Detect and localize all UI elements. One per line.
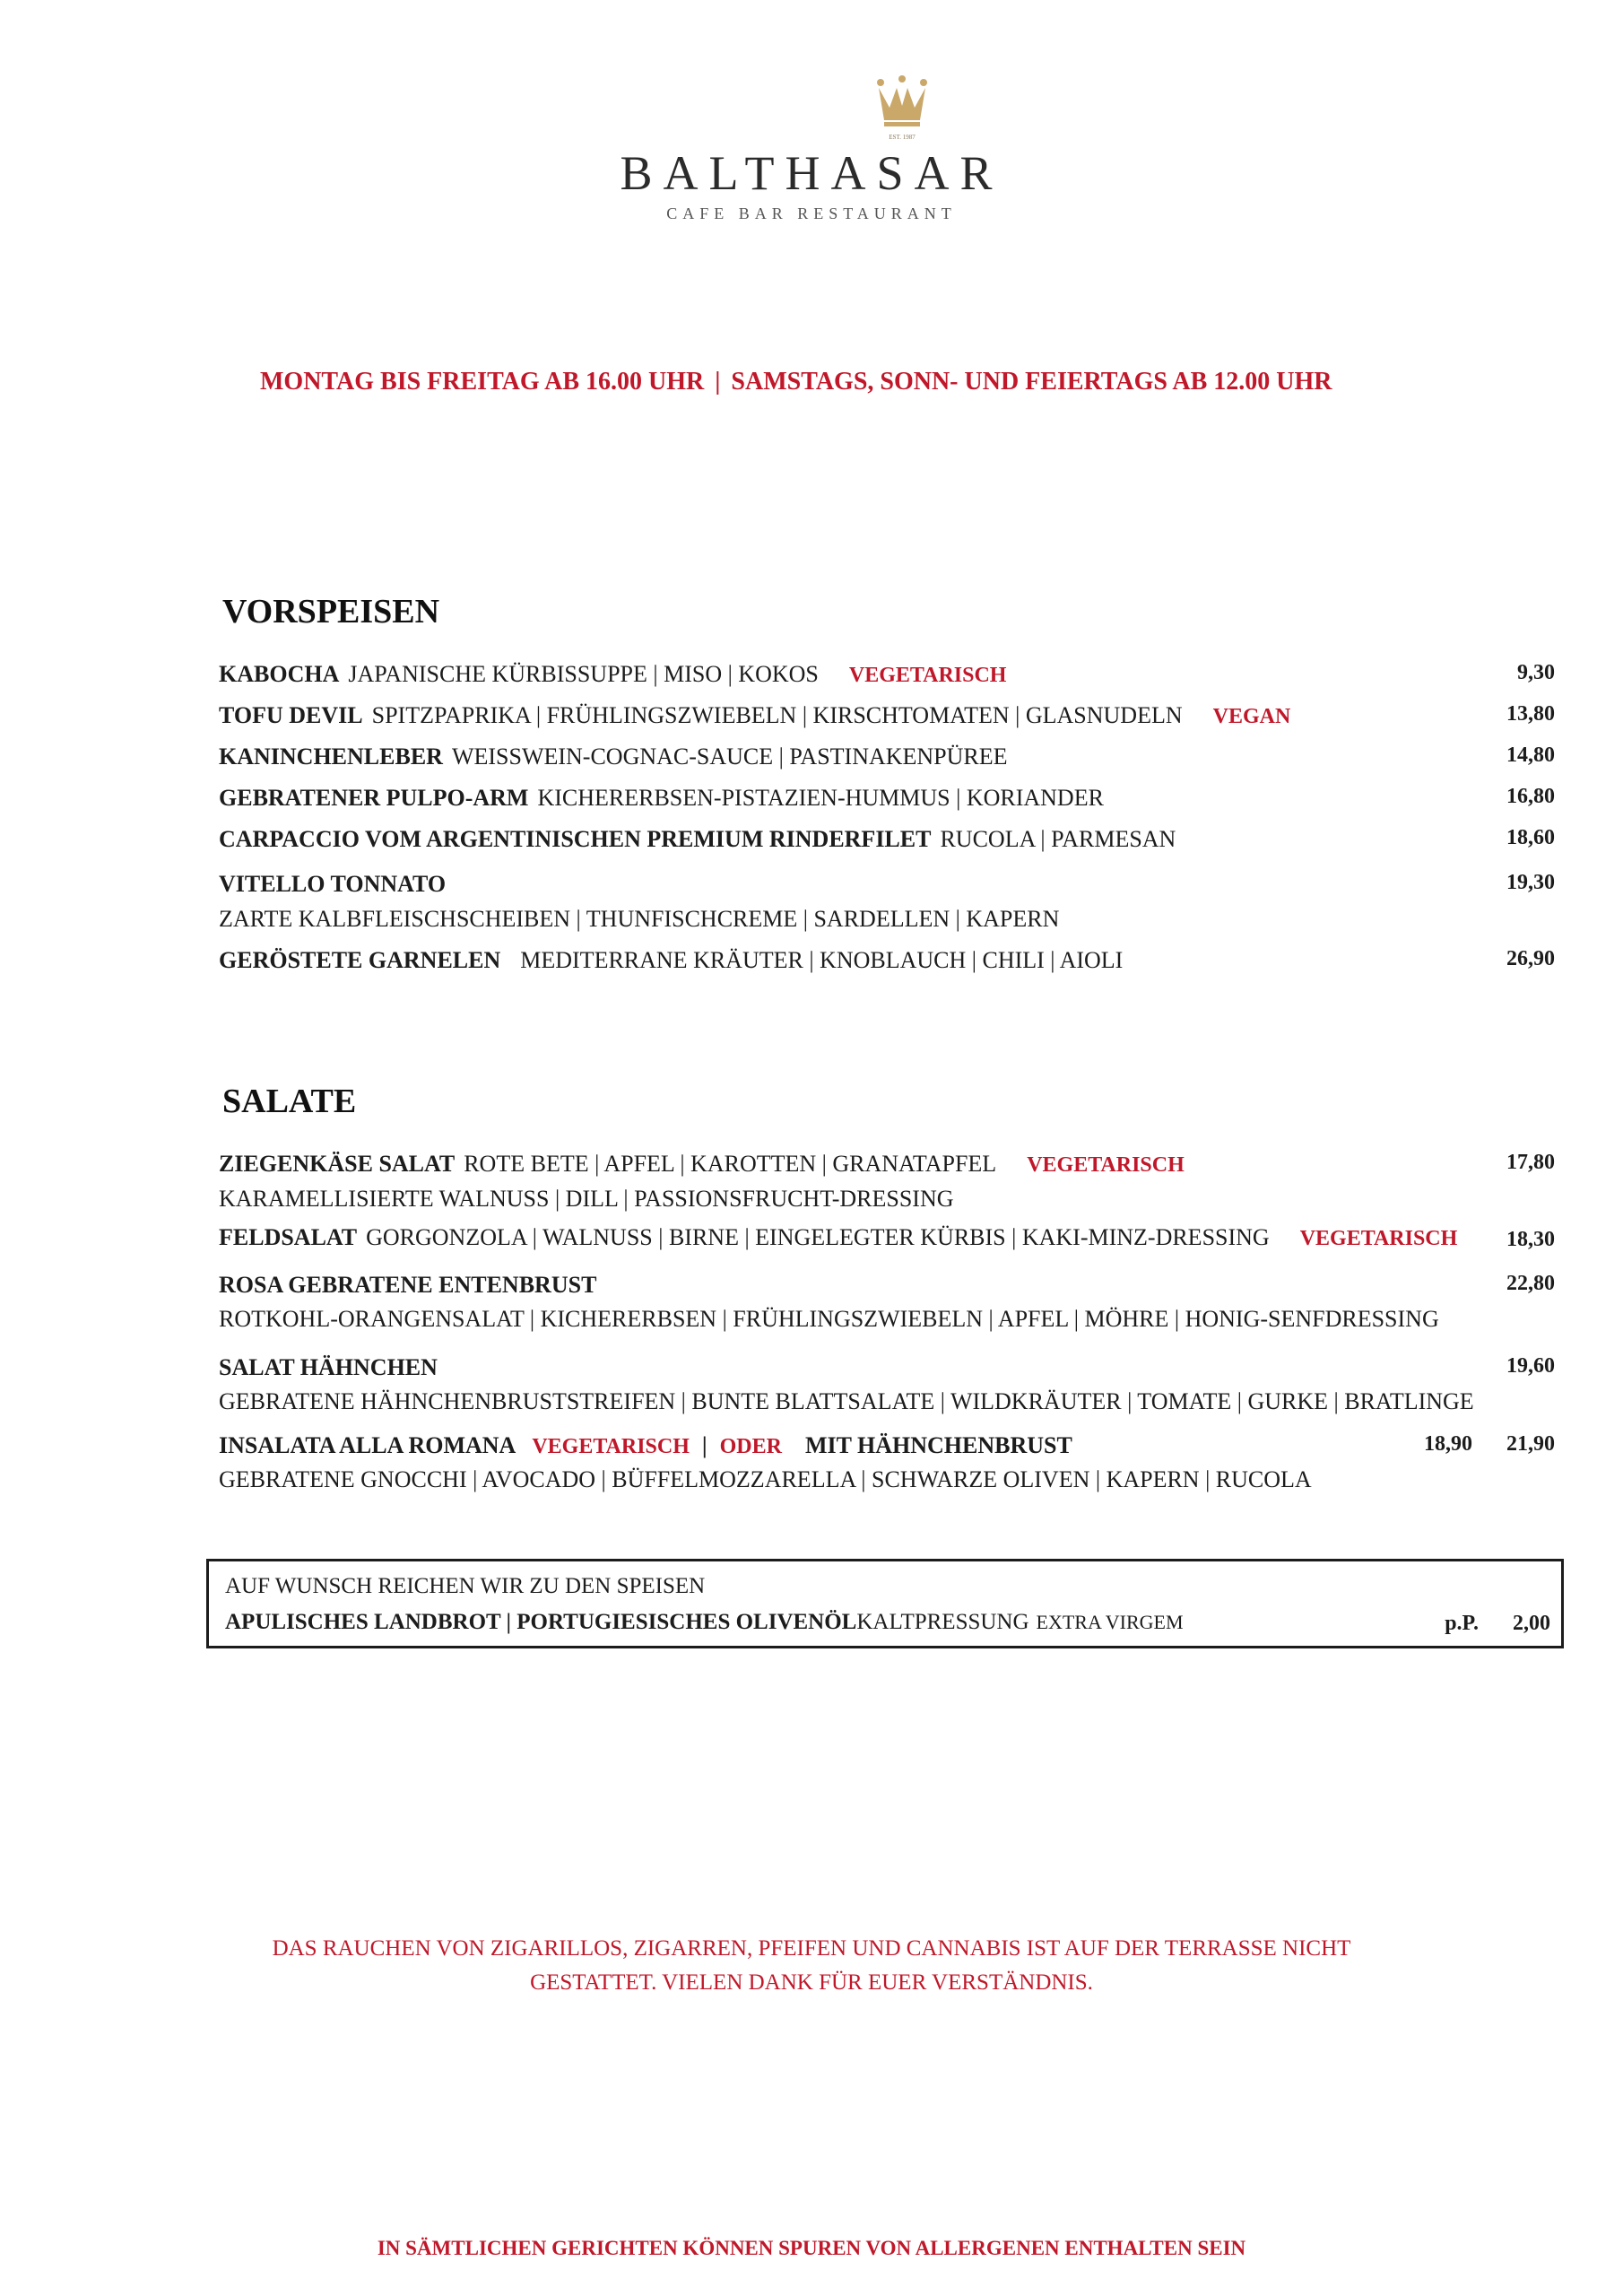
item-price: 9,30 — [1517, 661, 1555, 684]
brand-tagline: CAFE BAR RESTAURANT — [666, 204, 957, 222]
item-name: KANINCHENLEBER — [219, 744, 443, 770]
item-tag: VEGETARISCH — [848, 664, 1007, 687]
bread-price: 2,00 — [1513, 1612, 1550, 1635]
item-desc-line: KARAMELLISIERTE WALNUSS | DILL | PASSIONSFRUCHT-DRESSING — [219, 1186, 954, 1212]
item-price: 17,80 — [1506, 1151, 1555, 1174]
item-name: SALAT HÄHNCHEN — [219, 1354, 438, 1380]
item-price: 18,30 — [1506, 1228, 1555, 1251]
allergen-footer: IN SÄMTLICHEN GERICHTEN KÖNNEN SPUREN VON ALLERGENEN ENTHALTEN SEIN — [377, 2237, 1246, 2259]
bread-line — [225, 1610, 1184, 1635]
section-title-salate: SALATE — [222, 1083, 357, 1120]
item-tag: VEGETARISCH — [1027, 1153, 1185, 1177]
smoking-notice-line2: GESTATTET. VIELEN DANK FÜR EUER VERSTÄNDNIS. — [530, 1970, 1093, 1995]
bread-name: APULISCHES LANDBROT | PORTUGIESISCHES OLIVENÖL — [225, 1610, 857, 1634]
item-name: INSALATA ALLA ROMANA — [219, 1432, 516, 1458]
bread-intro: AUF WUNSCH REICHEN WIR ZU DEN SPEISEN — [225, 1574, 706, 1598]
item-desc: GORGONZOLA | WALNUSS | BIRNE | EINGELEGTER KÜRBIS | KAKI-MINZ-DRESSING — [366, 1224, 1270, 1250]
item-desc: JAPANISCHE KÜRBISSUPPE | MISO | KOKOS — [348, 661, 819, 687]
crown-text: EST. 1987 — [889, 134, 916, 141]
item-tag-oder: ODER — [719, 1435, 782, 1458]
smoking-notice-line1: DAS RAUCHEN VON ZIGARILLOS, ZIGARREN, PFEIFEN UND CANNABIS IST AUF DER TERRASSE NICHT — [272, 1936, 1351, 1961]
item-name: GEBRATENER PULPO-ARM — [219, 785, 529, 811]
item-name: FELDSALAT — [219, 1224, 358, 1250]
item-name: TOFU DEVIL — [219, 702, 363, 728]
item-desc: RUCOLA | PARMESAN — [940, 826, 1176, 852]
item-price: 14,80 — [1506, 744, 1555, 767]
brand-name: BALTHASAR — [620, 146, 1003, 200]
bread-pressing: KALTPRESSUNG — [856, 1610, 1029, 1634]
menu-item — [219, 1432, 1555, 1468]
item-name-variant: MIT HÄHNCHENBRUST — [804, 1432, 1072, 1458]
section-title-vorspeisen: VORSPEISEN — [222, 593, 440, 631]
item-price: 22,80 — [1506, 1272, 1555, 1295]
menu-item — [219, 785, 1555, 821]
item-desc: WEISSWEIN-COGNAC-SAUCE | PASTINAKENPÜREE — [451, 744, 1008, 770]
item-price: 19,60 — [1506, 1354, 1555, 1378]
menu-item — [219, 1272, 1555, 1308]
menu-item — [219, 702, 1555, 738]
item-tag: VEGETARISCH — [532, 1435, 690, 1458]
bread-info-box — [206, 1559, 1564, 1648]
item-desc: ROTE BETE | APFEL | KAROTTEN | GRANATAPFEL — [464, 1151, 997, 1177]
item-tag: VEGAN — [1212, 705, 1291, 728]
hours-weekday: MONTAG BIS FREITAG AB 16.00 UHR — [260, 368, 705, 396]
item-name: ZIEGENKÄSE SALAT — [219, 1151, 456, 1177]
item-desc-line: GEBRATENE HÄHNCHENBRUSTSTREIFEN | BUNTE BLATTSALATE | WILDKRÄUTER | TOMATE | GURKE | BRATLINGE — [219, 1388, 1474, 1414]
item-price: 18,60 — [1506, 826, 1555, 849]
menu-item — [219, 947, 1555, 983]
hours-separator: | — [715, 368, 721, 396]
item-name: VITELLO TONNATO — [219, 871, 447, 897]
menu-item — [219, 744, 1555, 779]
item-price: 13,80 — [1506, 702, 1555, 726]
bread-unit: p.P. — [1445, 1612, 1479, 1635]
item-separator: | — [701, 1432, 707, 1458]
item-price-vegetarian: 18,90 — [1424, 1432, 1472, 1456]
item-desc: MEDITERRANE KRÄUTER | KNOBLAUCH | CHILI | AIOLI — [520, 947, 1124, 973]
menu-item — [219, 871, 1555, 907]
crown-logo-icon — [875, 75, 929, 144]
item-desc: SPITZPAPRIKA | FRÜHLINGSZWIEBELN | KIRSCHTOMATEN | GLASNUDELN — [371, 702, 1183, 728]
menu-item — [219, 1224, 1555, 1260]
item-price: 16,80 — [1506, 785, 1555, 808]
item-price-chicken: 21,90 — [1506, 1432, 1555, 1456]
menu-item — [219, 1151, 1555, 1187]
bread-grade: EXTRA VIRGEM — [1036, 1611, 1184, 1633]
menu-item — [219, 826, 1555, 862]
menu-item — [219, 661, 1555, 697]
item-tag: VEGETARISCH — [1299, 1227, 1458, 1250]
opening-hours — [260, 368, 1332, 396]
item-desc-line: GEBRATENE GNOCCHI | AVOCADO | BÜFFELMOZZARELLA | SCHWARZE OLIVEN | KAPERN | RUCOLA — [219, 1466, 1312, 1492]
item-name: CARPACCIO VOM ARGENTINISCHEN PREMIUM RINDERFILET — [219, 826, 932, 852]
item-price: 19,30 — [1506, 871, 1555, 894]
hours-weekend: SAMSTAGS, SONN- UND FEIERTAGS AB 12.00 UHR — [731, 368, 1332, 396]
menu-item — [219, 1354, 1555, 1390]
item-name: GERÖSTETE GARNELEN — [219, 947, 501, 973]
item-price: 26,90 — [1506, 947, 1555, 970]
item-desc-line: ROTKOHL-ORANGENSALAT | KICHERERBSEN | FRÜHLINGSZWIEBELN | APFEL | MÖHRE | HONIG-SENFDRESSING — [219, 1306, 1439, 1332]
item-name: ROSA GEBRATENE ENTENBRUST — [219, 1272, 597, 1298]
item-desc: KICHERERBSEN-PISTAZIEN-HUMMUS | KORIANDER — [537, 785, 1104, 811]
item-name: KABOCHA — [219, 661, 340, 687]
item-desc-line: ZARTE KALBFLEISCHSCHEIBEN | THUNFISCHCREME | SARDELLEN | KAPERN — [219, 906, 1060, 932]
